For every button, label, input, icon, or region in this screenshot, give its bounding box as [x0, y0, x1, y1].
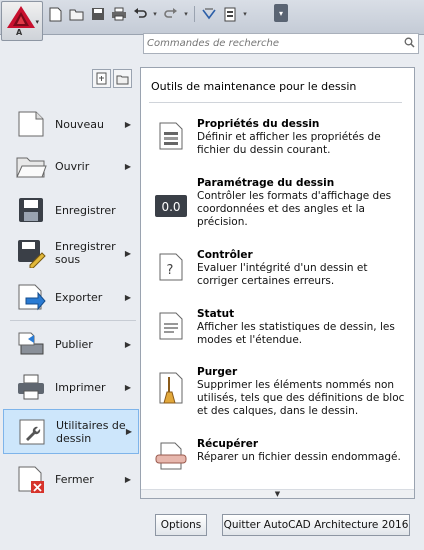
recover-icon	[155, 440, 187, 472]
application-menu-button[interactable]	[1, 1, 43, 41]
menu-item-publier[interactable]	[3, 325, 137, 363]
submenu-panel	[140, 67, 415, 499]
units-icon-text: 0.0	[161, 200, 181, 214]
autocad-logo-icon	[6, 5, 36, 29]
view-buttons	[92, 69, 132, 88]
menu-item-ouvrir[interactable]	[3, 147, 137, 185]
submenu-item-statut[interactable]	[155, 308, 405, 350]
app-letter: A	[16, 28, 23, 37]
open-documents-icon[interactable]	[113, 69, 132, 88]
submenu-arrow-icon: ▶	[124, 248, 131, 258]
publish-icon	[14, 328, 48, 360]
toolbar-separator	[194, 6, 195, 22]
workspace-icon[interactable]	[220, 5, 239, 23]
submenu-arrow-icon: ▶	[124, 339, 131, 349]
submenu-item-description: Afficher les statistiques de dessin, les modes et l'étendue.	[197, 321, 395, 346]
menu-item-utilitaires[interactable]	[3, 409, 139, 454]
submenu-item-title: Propriétés du dessin	[197, 118, 320, 130]
quit-button[interactable]: Quitter AutoCAD Architecture 2016	[222, 514, 410, 536]
search-icon[interactable]	[404, 37, 415, 51]
options-button[interactable]: Options	[155, 514, 207, 536]
workspace-dropdown-icon[interactable]: ▾	[243, 10, 247, 18]
undo-dropdown-icon[interactable]: ▾	[153, 10, 157, 18]
audit-icon	[155, 251, 187, 283]
submenu-item-description: Réparer un fichier dessin endommagé.	[197, 451, 401, 463]
submenu-item-description: Evaluer l'intégrité d'un dessin et corriger certaines erreurs.	[197, 262, 368, 287]
new-icon[interactable]	[46, 5, 65, 23]
open-icon[interactable]	[67, 5, 86, 23]
redo-icon[interactable]	[161, 5, 180, 23]
menu-item-label: Fermer	[55, 472, 94, 486]
redo-dropdown-icon[interactable]: ▾	[184, 10, 188, 18]
submenu-arrow-icon: ▶	[124, 474, 131, 484]
customize-toolbar-button[interactable]: ▾	[274, 4, 288, 22]
submenu-item-description: Supprimer les éléments nommés non utilisés, tels que des définitions de bloc et des calques, dans le dessin.	[197, 379, 405, 417]
submenu-item-parametrage[interactable]	[155, 177, 405, 233]
panel-title: Outils de maintenance pour le dessin	[151, 80, 357, 93]
menu-item-label: Publier	[55, 337, 93, 351]
units-icon	[155, 190, 187, 222]
save-as-icon	[14, 237, 48, 269]
svg-text:?: ?	[166, 263, 174, 278]
submenu-item-recuperer[interactable]	[155, 438, 405, 472]
menu-item-label: Enregistrer sous	[55, 240, 116, 266]
submenu-item-description: Contrôler les formats d'affichage des coordonnées et des angles et la précision.	[197, 190, 392, 228]
menu-item-label: Nouveau	[55, 117, 104, 131]
submenu-item-purger[interactable]	[155, 366, 405, 422]
menu-item-enregistrer[interactable]	[3, 191, 137, 229]
submenu-item-description: Définir et afficher les propriétés de fichier du dessin courant.	[197, 131, 381, 156]
submenu-item-proprietes[interactable]	[155, 118, 405, 160]
quick-access-toolbar	[46, 4, 249, 24]
save-disk-icon	[14, 194, 48, 226]
menu-item-enregistrer-sous[interactable]	[3, 234, 137, 272]
printer-icon	[14, 371, 48, 403]
undo-icon[interactable]	[130, 5, 149, 23]
submenu-item-title: Purger	[197, 366, 238, 378]
share-icon[interactable]	[199, 5, 218, 23]
save-icon[interactable]	[88, 5, 107, 23]
panel-divider	[149, 102, 402, 103]
export-icon	[14, 281, 48, 313]
submenu-item-title: Contrôler	[197, 249, 253, 261]
menu-item-nouveau[interactable]	[3, 105, 137, 143]
submenu-arrow-icon: ▶	[124, 292, 131, 302]
menu-item-exporter[interactable]	[3, 278, 137, 316]
search-box	[143, 33, 419, 54]
recent-documents-icon[interactable]	[92, 69, 111, 88]
menu-item-imprimer[interactable]	[3, 368, 137, 406]
submenu-item-title: Récupérer	[197, 438, 259, 450]
scroll-down-icon[interactable]: ▼	[141, 489, 414, 498]
submenu-arrow-icon: ▶	[124, 161, 131, 171]
submenu-arrow-icon: ▶	[125, 427, 132, 436]
submenu-item-controler[interactable]	[155, 249, 405, 291]
menu-item-label: Enregistrer	[55, 203, 116, 217]
close-document-icon	[14, 463, 48, 495]
submenu-item-title: Paramétrage du dessin	[197, 177, 335, 189]
print-icon[interactable]	[109, 5, 128, 23]
purge-broom-icon	[155, 372, 187, 404]
open-folder-icon	[14, 150, 48, 182]
menu-item-label: Imprimer	[55, 380, 106, 394]
app-dropdown-caret: ▾	[35, 18, 39, 26]
search-input[interactable]	[147, 35, 397, 51]
status-icon	[155, 310, 187, 342]
submenu-arrow-icon: ▶	[124, 119, 131, 129]
properties-icon	[155, 120, 187, 152]
menu-item-label: Exporter	[55, 290, 103, 304]
menu-separator	[10, 320, 136, 321]
submenu-arrow-icon: ▶	[124, 382, 131, 392]
menu-item-label: Ouvrir	[55, 159, 90, 173]
wrench-icon	[15, 416, 49, 448]
menu-item-label: Utilitaires de dessin	[56, 418, 126, 445]
menu-item-fermer[interactable]	[3, 459, 137, 499]
new-document-icon	[14, 108, 48, 140]
submenu-item-title: Statut	[197, 308, 235, 320]
